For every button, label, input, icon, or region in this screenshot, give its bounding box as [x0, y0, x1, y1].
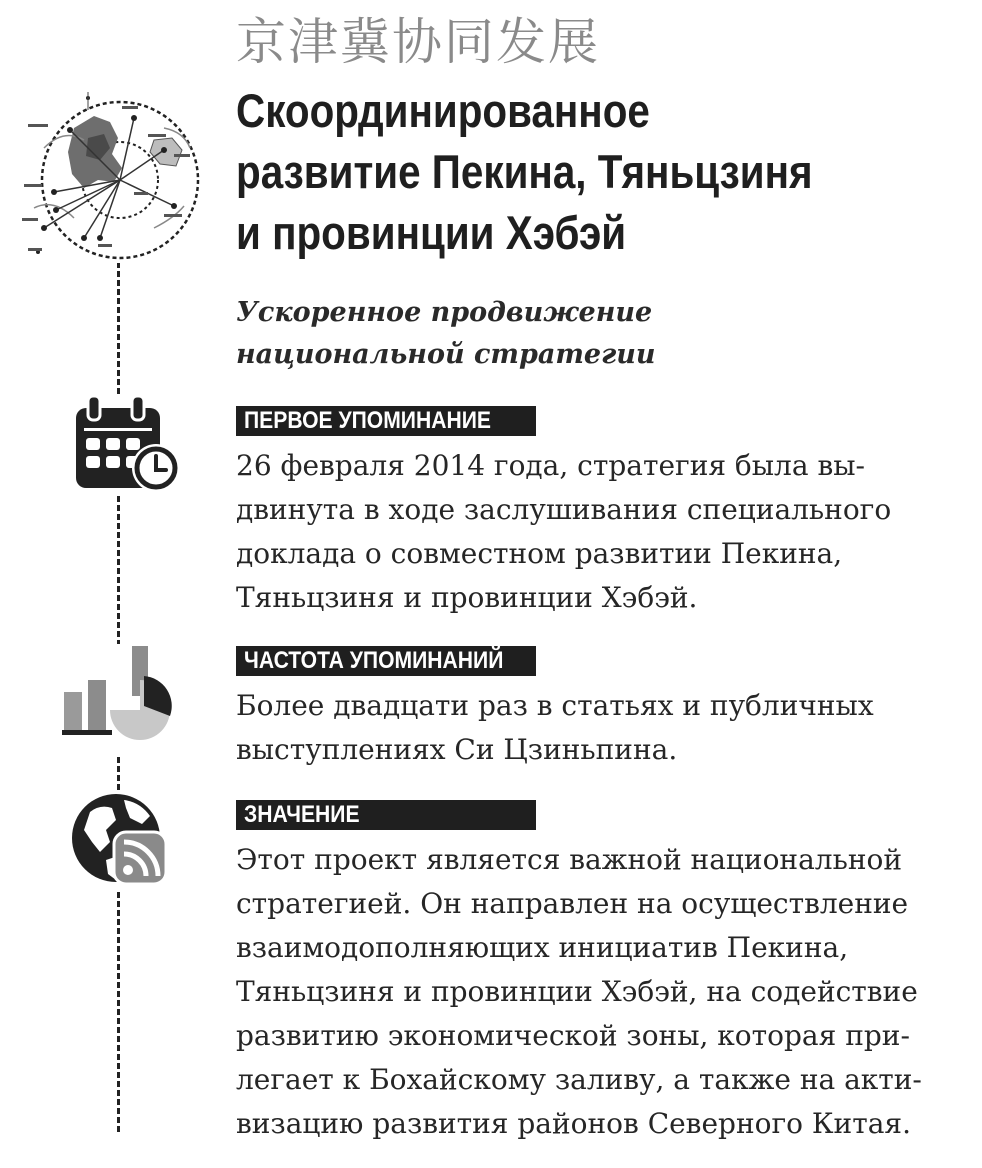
- text-line: Тяньцзиня и провинции Хэбэй, на содействие: [236, 975, 918, 1008]
- text-line: визацию развития районов Северного Китая.: [236, 1107, 911, 1140]
- page-title: [236, 80, 855, 263]
- text-line: Этот проект является важной национальной: [236, 843, 902, 876]
- text-line: взаимодополняющих инициатив Пекина,: [236, 931, 849, 964]
- text-line: выступлениях Си Цзиньпина.: [236, 733, 678, 766]
- section-label-significance: [236, 800, 536, 830]
- globe-signal-icon: [70, 790, 170, 890]
- section-label-frequency: [236, 646, 536, 676]
- chinese-title: 京津冀协同发展: [236, 13, 600, 71]
- calendar-clock-icon: [72, 394, 184, 496]
- text-line: Более двадцати раз в статьях и публичных: [236, 689, 874, 722]
- text-line: стратегией. Он направлен на осуществление: [236, 887, 909, 920]
- subtitle-line: национальной стратегии: [236, 339, 656, 370]
- subtitle: [236, 292, 656, 376]
- text-line: доклада о совместном развитии Пекина,: [236, 537, 843, 570]
- section-text-first-mention: [236, 444, 966, 620]
- page-title-line: и провинции Хэбэй: [236, 206, 627, 259]
- section-label-first-mention: [236, 406, 536, 436]
- section-label-text: ЗНАЧЕНИЕ: [244, 801, 360, 828]
- section-label-text: ПЕРВОЕ УПОМИНАНИЕ: [244, 407, 492, 434]
- text-line: 26 февраля 2014 года, стратегия была вы-: [236, 449, 865, 482]
- section-text-significance: [236, 838, 966, 1146]
- text-line: развитию экономической зоны, которая при-: [236, 1019, 910, 1052]
- page-title-line: развитие Пекина, Тяньцзиня: [236, 145, 813, 198]
- page-title-line: Скоординированное: [236, 84, 650, 137]
- subtitle-line: Ускоренное продвижение: [236, 297, 653, 328]
- text-line: легает к Бохайскому заливу, а также на акти-: [236, 1063, 922, 1096]
- section-text-frequency: [236, 684, 966, 772]
- region-map-icon: [14, 88, 204, 263]
- bar-pie-chart-icon: [58, 644, 172, 754]
- text-line: Тяньцзиня и провинции Хэбэй.: [236, 581, 698, 614]
- text-line: двинута в ходе заслушивания специального: [236, 493, 892, 526]
- section-label-text: ЧАСТОТА УПОМИНАНИЙ: [244, 647, 504, 674]
